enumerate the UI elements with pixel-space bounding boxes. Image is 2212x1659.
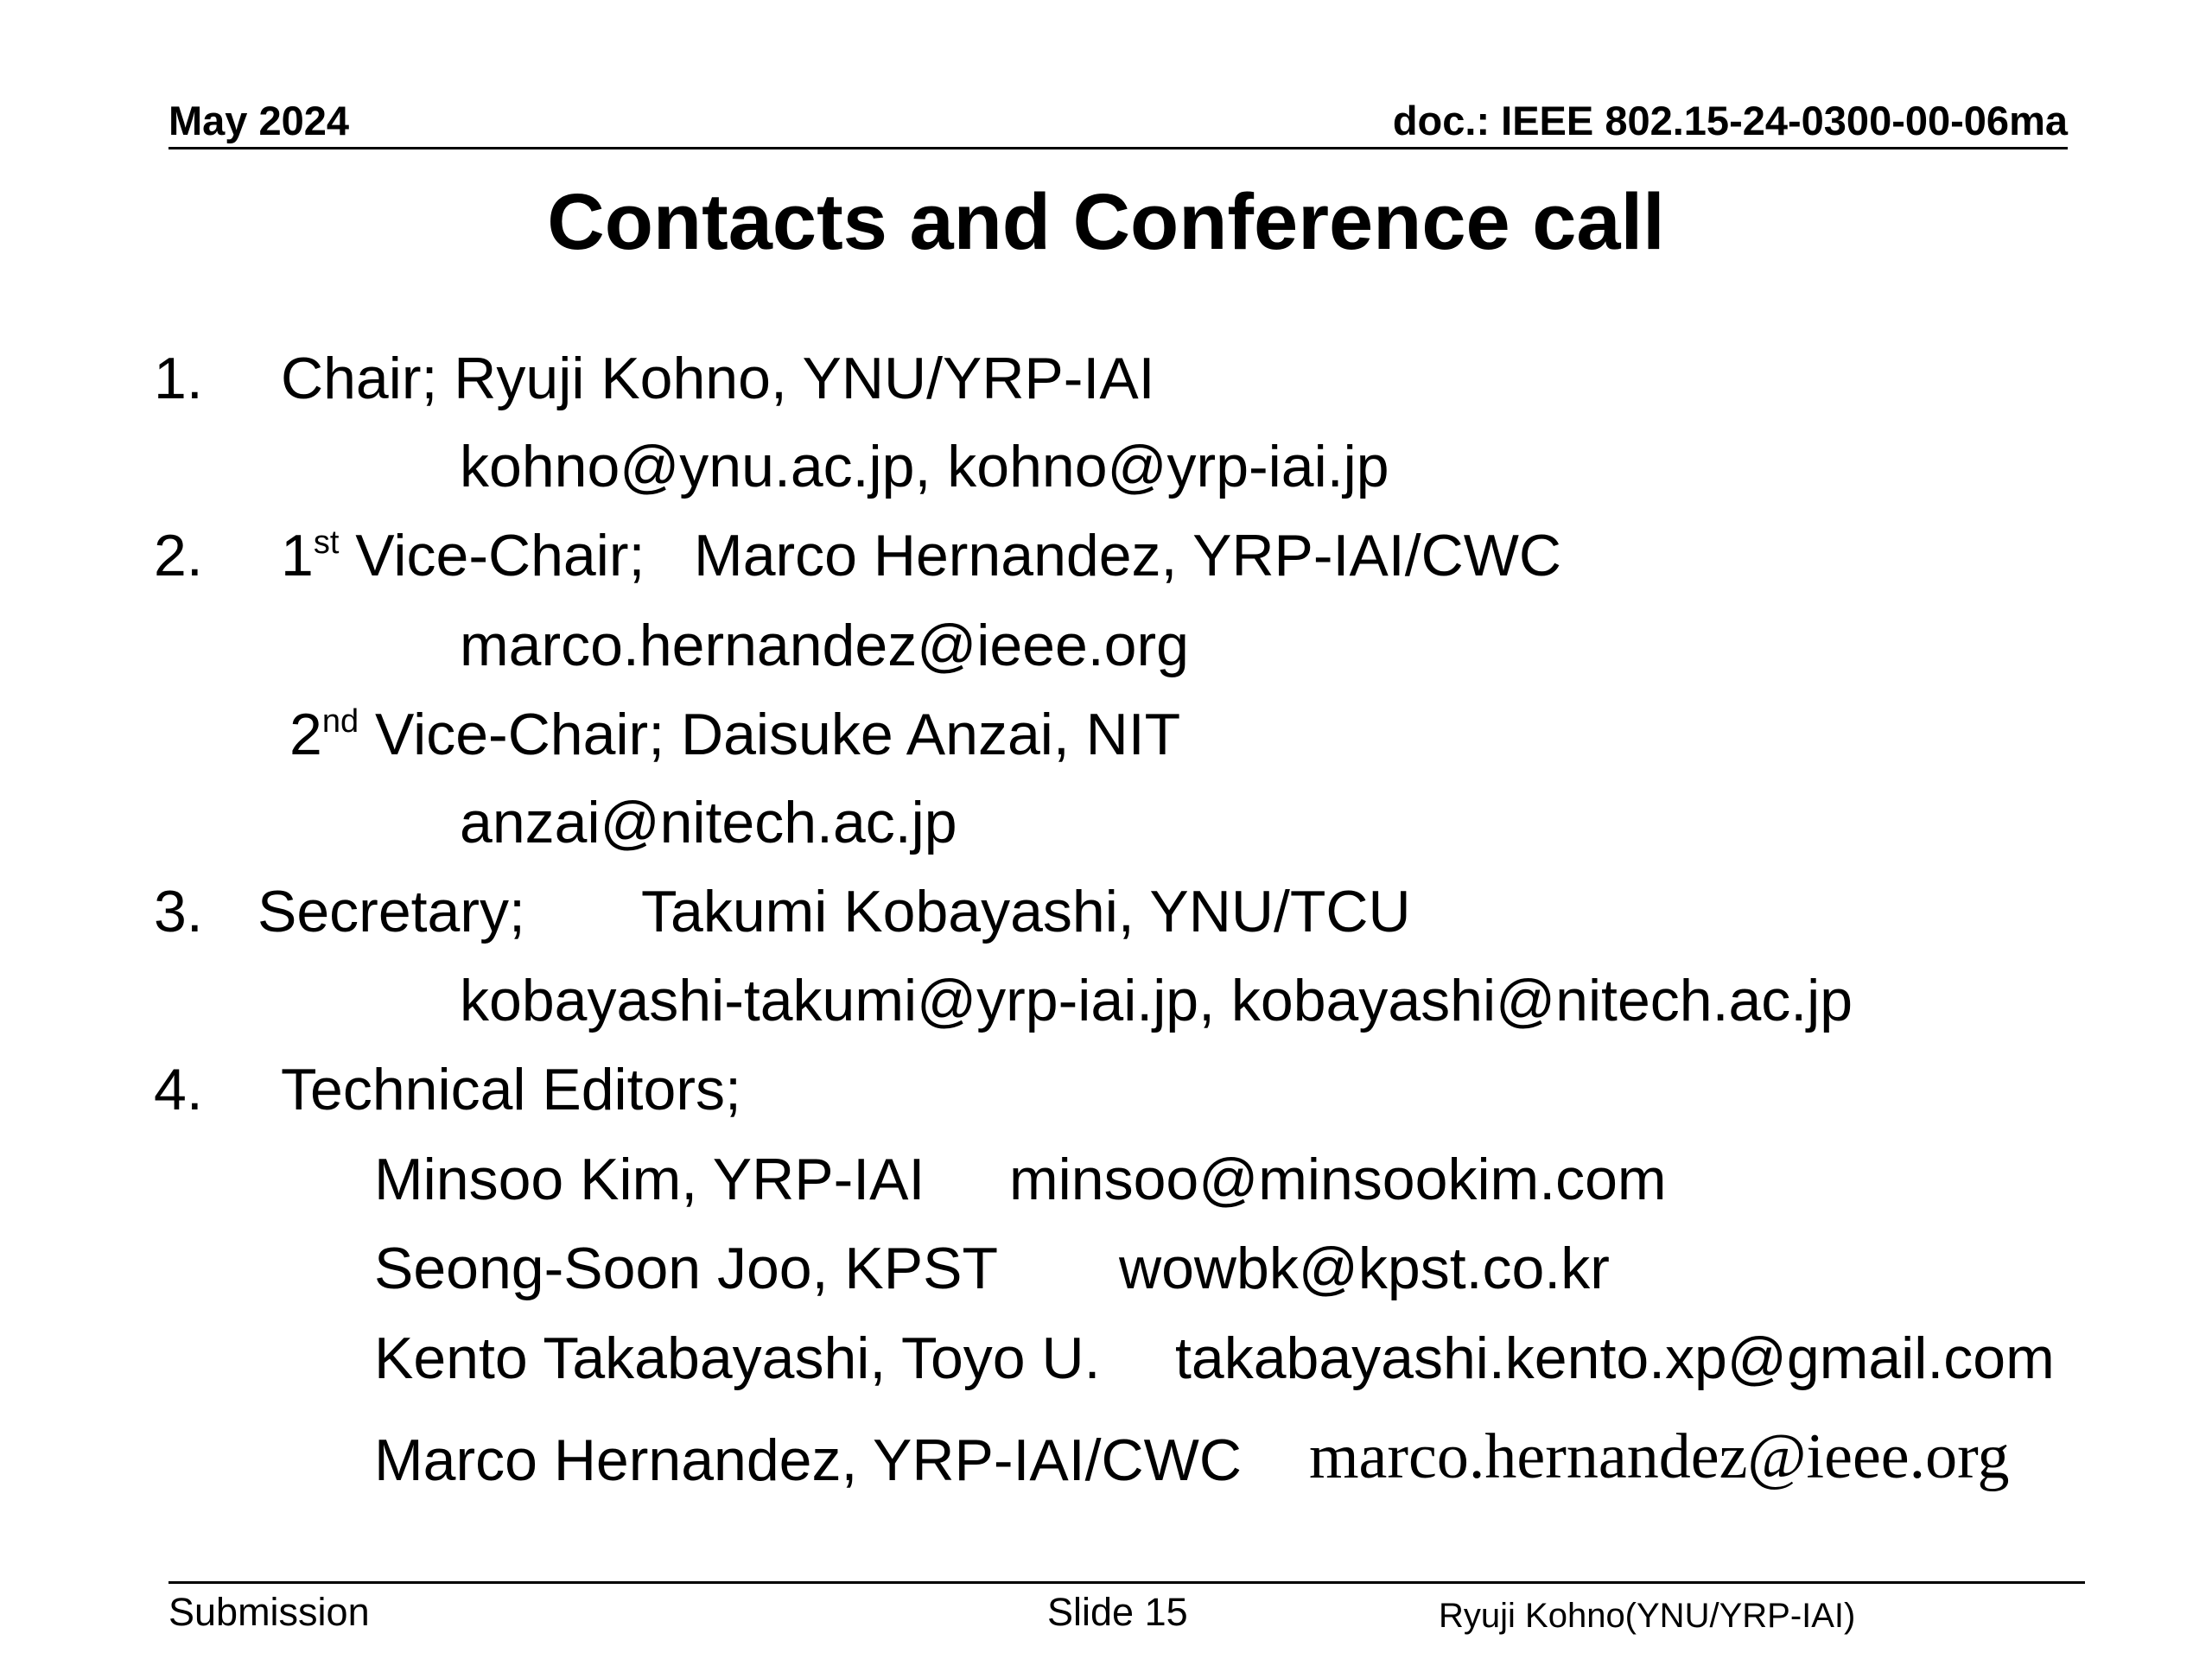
vice-chair-1-text: Vice-Chair; Marco Hernandez, YRP-IAI/CWC <box>339 523 1561 588</box>
chair-email: kohno@ynu.ac.jp, kohno@yrp-iai.jp <box>460 434 1389 499</box>
secretary-label: Secretary; <box>257 879 525 944</box>
header-divider <box>168 147 2068 149</box>
editor-email: minsoo@minsookim.com <box>1009 1147 1667 1212</box>
secretary-name: Takumi Kobayashi, YNU/TCU <box>641 879 1411 944</box>
footer-submission: Submission <box>168 1590 370 1634</box>
vice-chair-1-ordinal: 1 <box>281 523 314 588</box>
footer-author: Ryuji Kohno(YNU/YRP-IAI) <box>1439 1597 1856 1635</box>
footer-slide-number: Slide 15 <box>1047 1590 1188 1634</box>
editor-email: marco.hernandez@ieee.org <box>1309 1421 2010 1492</box>
vice-chair-2-line <box>289 700 1180 769</box>
editor-name: Seong-Soon Joo, KPST <box>374 1236 999 1301</box>
vice-chair-2-ordinal: 2 <box>289 702 322 767</box>
vice-chair-1-email: marco.hernandez@ieee.org <box>460 613 1189 678</box>
vice-chair-2-suffix: nd <box>321 703 359 740</box>
chair-line: Chair; Ryuji Kohno, YNU/YRP-IAI <box>281 346 1155 411</box>
header-doc-id: doc.: IEEE 802.15-24-0300-00-06ma <box>1392 98 2068 143</box>
editor-name: Kento Takabayashi, Toyo U. <box>374 1325 1101 1391</box>
footer-divider <box>168 1581 2085 1584</box>
editor-name: Minsoo Kim, YRP-IAI <box>374 1147 925 1212</box>
item-number-2: 2. <box>154 523 203 588</box>
vice-chair-1-suffix: st <box>313 524 340 561</box>
vice-chair-1-line <box>281 521 1561 590</box>
item-number-4: 4. <box>154 1057 203 1122</box>
editor-email: takabayashi.kento.xp@gmail.com <box>1175 1325 2055 1391</box>
slide-title: Contacts and Conference call <box>547 178 1665 266</box>
item-number-3: 3. <box>154 879 203 944</box>
secretary-email: kobayashi-takumi@yrp-iai.jp, kobayashi@nitech.ac.jp <box>460 968 1853 1033</box>
editor-name: Marco Hernandez, YRP-IAI/CWC <box>374 1427 1242 1493</box>
vice-chair-2-text: Vice-Chair; Daisuke Anzai, NIT <box>359 702 1181 767</box>
editors-label: Technical Editors; <box>281 1057 741 1122</box>
editor-email: wowbk@kpst.co.kr <box>1119 1236 1610 1301</box>
vice-chair-2-email: anzai@nitech.ac.jp <box>460 790 957 855</box>
header-date: May 2024 <box>168 98 350 143</box>
item-number-1: 1. <box>154 346 203 411</box>
